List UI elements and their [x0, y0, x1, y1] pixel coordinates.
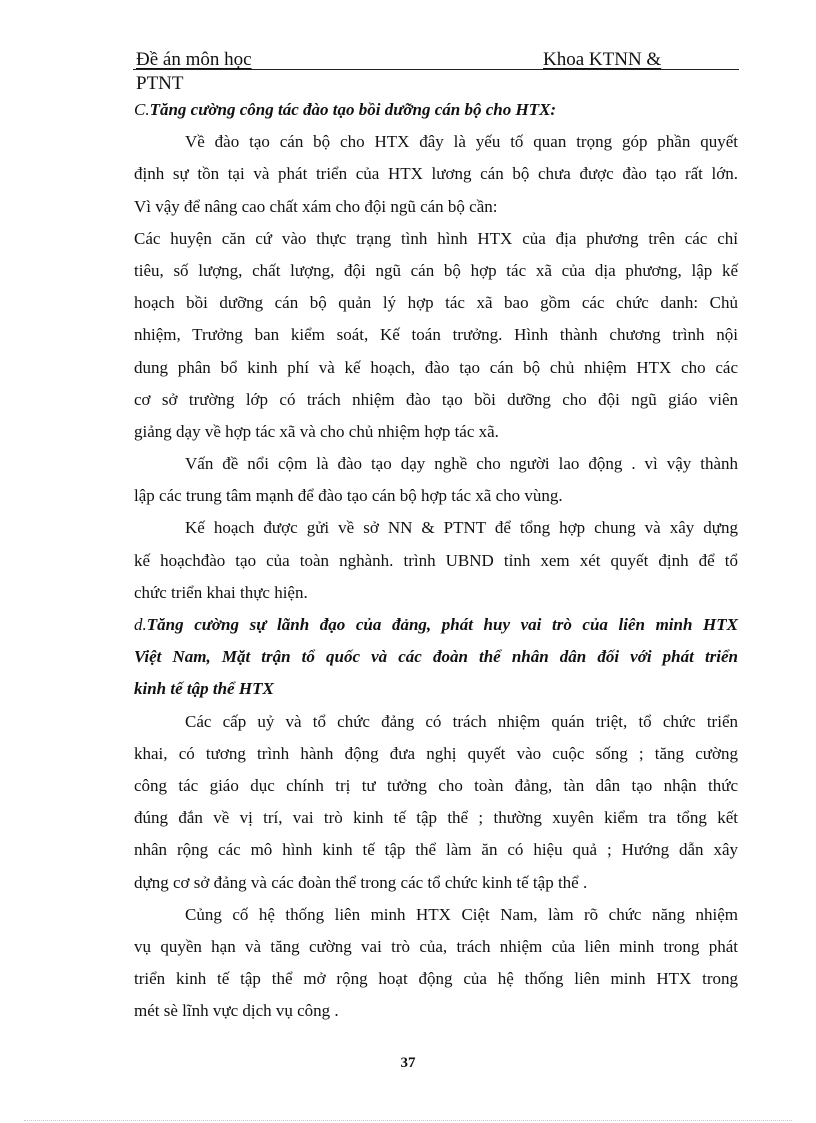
paragraph-line: khai, có tương trình hành động đưa nghị quyết vào cuộc sống ; tăng cường: [134, 743, 738, 763]
paragraph-line: triển kinh tế tập thể mở rộng hoạt động của hệ thống liên minh HTX trong: [134, 969, 738, 989]
section-d-letter: d.: [134, 615, 147, 634]
section-d-heading: [134, 609, 738, 641]
paragraph-line: Vấn đề nổi cộm là đào tạo dạy nghề cho người lao động . vì vậy thành: [185, 454, 738, 474]
header-faculty-label: Khoa KTNN &: [543, 49, 662, 70]
section-c-title: Tăng cường công tác đào tạo bồi dưỡng cán bộ cho HTX:: [149, 100, 557, 119]
paragraph-line: lập các trung tâm mạnh để đào tạo cán bộ hợp tác xã cho vùng.: [134, 486, 563, 506]
paragraph-line: đúng đắn về vị trí, vai trò kinh tế tập thể ; thường xuyên kiểm tra tổng kết: [134, 808, 738, 828]
header-rule: [133, 69, 739, 70]
paragraph-line: dung phân bổ kinh phí và kế hoạch, đào tạo cán bộ chủ nhiệm HTX cho các: [134, 357, 738, 377]
paragraph-line: chức triển khai thực hiện.: [134, 582, 308, 602]
paragraph-line: hoạch bồi dưỡng cán bộ quản lý hợp tác xã bao gồm các chức danh: Chủ: [134, 293, 738, 313]
paragraph-line: vụ quyền hạn và tăng cường vai trò của, trách nhiệm của liên minh trong phát: [134, 936, 738, 956]
header-faculty-continuation: PTNT: [136, 73, 184, 94]
section-d-title-line: Việt Nam, Mặt trận tổ quốc và các đoàn thể nhân dân đối với phát triển: [134, 647, 738, 667]
paragraph-line: giảng dạy về hợp tác xã và cho chủ nhiệm hợp tác xã.: [134, 421, 499, 441]
paragraph-line: công tác giáo dục chính trị tư tưởng cho toàn đảng, tàn dân tạo nhận thức: [134, 775, 738, 795]
paragraph-line: Về đào tạo cán bộ cho HTX đây là yếu tố quan trọng góp phần quyết: [185, 132, 738, 152]
section-c-heading: [134, 94, 738, 126]
paragraph-line: Các huyện căn cứ vào thực trạng tình hình HTX của địa phương trên các chỉ: [134, 228, 738, 248]
body-content: [134, 94, 738, 1027]
paragraph-line: kế hoạchđào tạo của toàn nghành. trình UBND tỉnh xem xét quyết định để tổ: [134, 550, 738, 570]
paragraph-line: tiêu, số lượng, chất lượng, đội ngũ cán bộ hợp tác xã của dịa phương, lập kế: [134, 260, 738, 280]
paragraph-line: cơ sở trường lớp có trách nhiệm đào tạo bồi dưỡng cho đội ngũ giáo viên: [134, 389, 738, 409]
section-d-title-line: kinh tế tập thể HTX: [134, 679, 274, 699]
paragraph-line: định sự tồn tại và phát triển của HTX lương cán bộ chưa được đào tạo rất lớn.: [134, 164, 738, 184]
page-number: 37: [400, 1055, 416, 1071]
page-header: [133, 49, 739, 95]
paragraph-line: nhiệm, Trưởng ban kiểm soát, Kế toán trưởng. Hình thành chương trình nội: [134, 325, 738, 345]
paragraph-line: dựng cơ sở đảng và các đoàn thể trong các tổ chức kinh tế tập thể .: [134, 872, 588, 892]
paragraph-line: Vì vậy để nâng cao chất xám cho đội ngũ cán bộ cần:: [134, 196, 498, 216]
section-d-title-line: Tăng cường sự lãnh đạo của đảng, phát huy vai trò của liên minh HTX: [146, 615, 738, 634]
header-course-label: Đề án môn học: [136, 49, 252, 70]
paragraph-line: Các cấp uỷ và tổ chức đảng có trách nhiệm quán triệt, tổ chức triển: [185, 711, 738, 731]
page-bottom-divider: [24, 1120, 792, 1121]
paragraph-line: nhân rộng các mô hình kinh tế tập thể làm ăn có hiệu quả ; Hướng dẫn xây: [134, 840, 738, 860]
paragraph-line: Kế hoạch được gửi về sở NN & PTNT để tổng hợp chung và xây dựng: [185, 518, 738, 538]
paragraph-line: mét sè lĩnh vực dịch vụ công .: [134, 1001, 339, 1021]
paragraph-line: Củng cố hệ thống liên minh HTX Ciệt Nam, làm rõ chức năng nhiệm: [185, 904, 738, 924]
section-c-letter: C.: [134, 100, 150, 119]
